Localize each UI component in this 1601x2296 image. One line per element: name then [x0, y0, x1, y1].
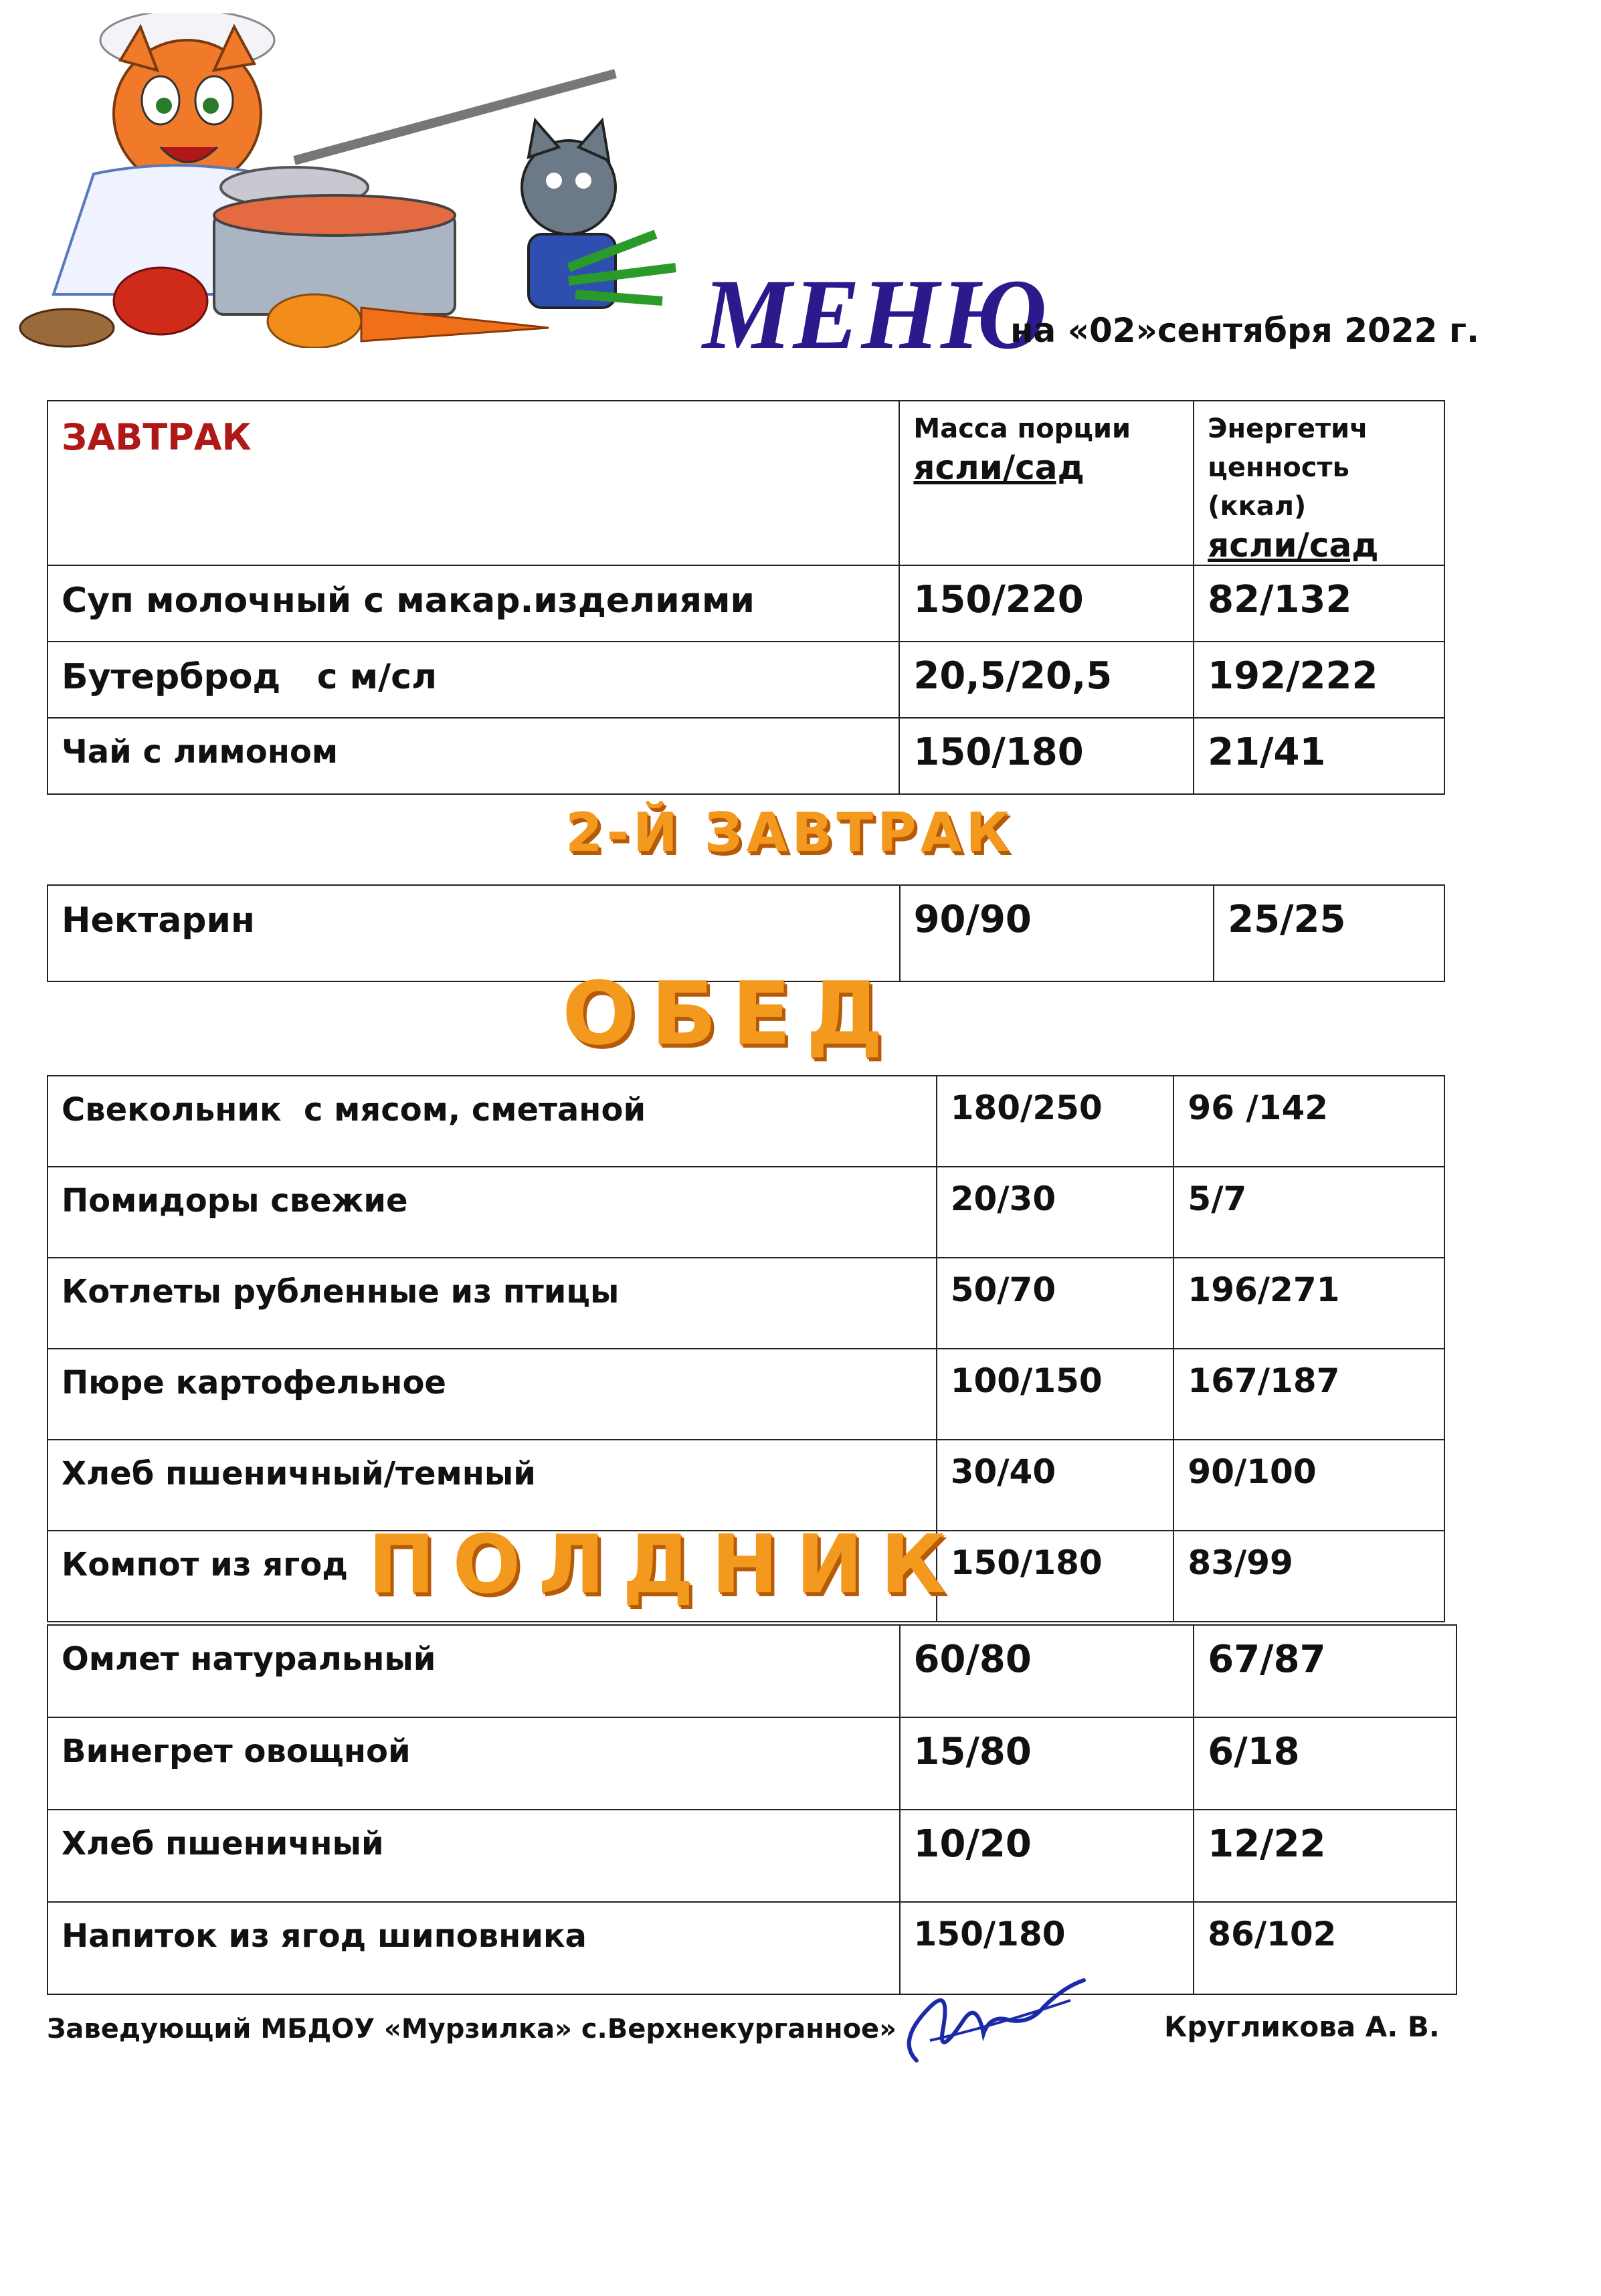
- dish-mass: 15/80: [900, 1717, 1194, 1810]
- signature: [890, 1960, 1091, 2074]
- dish-name: Пюре картофельное: [48, 1349, 937, 1440]
- table-row: [48, 1258, 1444, 1349]
- dish-name: Винегрет овощной: [48, 1717, 900, 1810]
- dish-name: Чай с лимоном: [48, 718, 899, 794]
- dish-name: Компот из ягод: [48, 1531, 937, 1622]
- breakfast-label: ЗАВТРАК: [62, 416, 252, 458]
- table-row: [48, 1717, 1456, 1810]
- table-row: [48, 1902, 1456, 1994]
- dish-name: Хлеб пшеничный/темный: [48, 1440, 937, 1531]
- dish-name: Суп молочный с макар.изделиями: [48, 565, 899, 642]
- table-row: [48, 1440, 1444, 1531]
- table-row: [48, 1625, 1456, 1717]
- table-row: [48, 1076, 1444, 1167]
- breakfast-table: [47, 400, 1445, 795]
- dish-energy: 6/18: [1194, 1717, 1456, 1810]
- dish-mass: 30/40: [937, 1440, 1174, 1531]
- dish-mass: 60/80: [900, 1625, 1194, 1717]
- dish-mass: 150/180: [900, 1902, 1194, 1994]
- lunch-banner: ОБЕД: [562, 963, 899, 1064]
- energy-header-sub: ясли/сад: [1208, 526, 1379, 565]
- mass-header-cell: [899, 401, 1194, 565]
- dish-name: Напиток из ягод шиповника: [48, 1902, 900, 1994]
- dish-mass: 150/180: [937, 1531, 1174, 1622]
- dish-energy: 67/87: [1194, 1625, 1456, 1717]
- energy-header-cell: [1194, 401, 1444, 565]
- dish-energy: 82/132: [1194, 565, 1444, 642]
- dish-energy: 21/41: [1194, 718, 1444, 794]
- dish-energy: 86/102: [1194, 1902, 1456, 1994]
- table-row: [48, 642, 1444, 718]
- dish-energy: 12/22: [1194, 1810, 1456, 1902]
- dish-energy: 96 /142: [1173, 1076, 1444, 1167]
- second-breakfast-banner: 2-Й ЗАВТРАК: [565, 801, 1014, 864]
- mass-header: Масса порции: [913, 413, 1131, 444]
- dish-name: Бутерброд с м/сл: [48, 642, 899, 718]
- dish-energy: 25/25: [1214, 885, 1444, 981]
- snack-banner: ПОЛДНИК: [368, 1519, 963, 1612]
- table-row: [48, 565, 1444, 642]
- dish-energy: 196/271: [1173, 1258, 1444, 1349]
- dish-mass: 10/20: [900, 1810, 1194, 1902]
- dish-name: Свекольник с мясом, сметаной: [48, 1076, 937, 1167]
- energy-header-1: Энергетич: [1208, 413, 1368, 444]
- dish-energy: 90/100: [1173, 1440, 1444, 1531]
- table-row: [48, 1349, 1444, 1440]
- dish-mass: 50/70: [937, 1258, 1174, 1349]
- menu-date: на «02»сентября 2022 г.: [1010, 311, 1479, 350]
- energy-header-2: ценность (ккал): [1208, 452, 1349, 522]
- dish-energy: 192/222: [1194, 642, 1444, 718]
- dish-energy: 83/99: [1173, 1531, 1444, 1622]
- footer-name: Кругликова А. В.: [1164, 2010, 1440, 2043]
- dish-name: Помидоры свежие: [48, 1167, 937, 1258]
- breakfast-label-cell: [48, 401, 899, 565]
- dish-mass: 20,5/20,5: [899, 642, 1194, 718]
- dish-energy: 167/187: [1173, 1349, 1444, 1440]
- table-row: [48, 1167, 1444, 1258]
- dish-name: Омлет натуральный: [48, 1625, 900, 1717]
- dish-mass: 180/250: [937, 1076, 1174, 1167]
- dish-energy: 5/7: [1173, 1167, 1444, 1258]
- mass-header-sub: ясли/сад: [913, 448, 1085, 487]
- dish-mass: 150/220: [899, 565, 1194, 642]
- dish-mass: 20/30: [937, 1167, 1174, 1258]
- table-row: [48, 1810, 1456, 1902]
- dish-mass: 90/90: [900, 885, 1214, 981]
- cat-chef-illustration: [13, 13, 682, 348]
- dish-mass: 150/180: [899, 718, 1194, 794]
- dish-name: Хлеб пшеничный: [48, 1810, 900, 1902]
- table-row: [48, 718, 1444, 794]
- menu-title: МЕНЮ: [702, 259, 1048, 370]
- breakfast-header-row: [48, 401, 1444, 565]
- footer-position: Заведующий МБДОУ «Мурзилка» с.Верхнекурганное»: [47, 2014, 897, 2044]
- dish-mass: 100/150: [937, 1349, 1174, 1440]
- dish-name: Котлеты рубленные из птицы: [48, 1258, 937, 1349]
- dish-name: Нектарин: [48, 885, 900, 981]
- snack-table: [47, 1624, 1457, 1995]
